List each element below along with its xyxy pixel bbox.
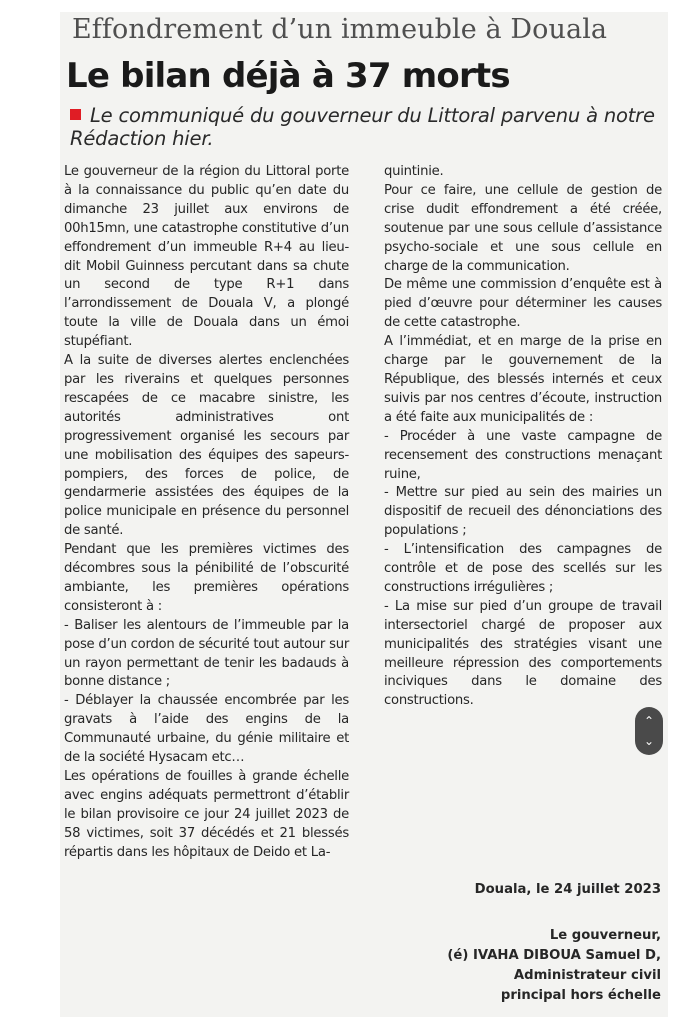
article-title: Le bilan déjà à 37 morts bbox=[66, 56, 510, 96]
article-right-column bbox=[384, 163, 662, 711]
signature-line: principal hors échelle bbox=[500, 988, 661, 1003]
paragraph: - Baliser les alentours de l’immeuble par la pose d’un cordon de sécurité tout autour sur un rayon permettant de tenir les badauds à bonne distance ; bbox=[64, 617, 349, 690]
paragraph: - L’intensification des campagnes de contrôle et de pose des scellés sur les constructions irrégulières ; bbox=[384, 542, 662, 595]
paragraph: quintinie. bbox=[384, 164, 444, 179]
signature-line: Le gouverneur, bbox=[549, 928, 661, 943]
article-subtitle-text: Le communiqué du gouverneur du Littoral parvenu à notre Rédaction hier. bbox=[70, 104, 655, 150]
paragraph: Pendant que les premières victimes des décombres sous la pénibilité de l’obscurité ambiante, les premières opérations consisteront à : bbox=[64, 542, 349, 614]
scroll-control[interactable] bbox=[635, 707, 663, 755]
paragraph: - Mettre sur pied au sein des mairies un dispositif de recueil des dénonciations des populations ; bbox=[384, 485, 662, 539]
chevron-down-icon[interactable]: ⌄ bbox=[643, 734, 655, 748]
signature-block bbox=[447, 926, 661, 1006]
article-subtitle bbox=[70, 104, 660, 150]
paragraph: Le gouverneur de la région du Littoral porte à la connaissance du public qu’en date du dimanche 23 juillet aux environs de 00h15mn, une catastrophe constitutive d’un effondrement d’un immeuble R+4 au lieu-dit Mobil Guinness percutant dans sa chute un second de type R+1 dans l’arrondissement de Douala V, a plongé toute la ville de Douala dans un émoi stupéfiant. bbox=[64, 164, 349, 350]
place-date: Douala, le 24 juillet 2023 bbox=[474, 882, 661, 897]
paragraph: - La mise sur pied d’un groupe de travail intersectoriel chargé de proposer aux municipalités des stratégies visant une meilleure répression des comportements inciviques dans le domaine des constructions. bbox=[384, 598, 662, 709]
paragraph: - Déblayer la chaussée encombrée par les gravats à l’aide des engins de la Communauté urbaine, du génie militaire et de la société Hysacam etc… bbox=[64, 693, 349, 766]
article-kicker: Effondrement d’un immeuble à Douala bbox=[72, 14, 608, 45]
signature-line: Administrateur civil bbox=[513, 968, 661, 983]
signature-line: (é) IVAHA DIBOUA Samuel D, bbox=[447, 948, 661, 963]
red-square-bullet-icon bbox=[70, 109, 81, 120]
chevron-up-icon[interactable]: ⌃ bbox=[643, 714, 655, 728]
paragraph: - Procéder à une vaste campagne de recensement des constructions menaçant ruine, bbox=[384, 428, 662, 482]
paragraph: Pour ce faire, une cellule de gestion de crise dudit effondrement a été créée, soutenue par une sous cellule d’assistance psycho-sociale et une sous cellule en charge de la communication. bbox=[384, 182, 662, 274]
article-left-column bbox=[64, 163, 349, 863]
paragraph: A l’immédiat, et en marge de la prise en charge par le gouvernement de la République, des blessés internés et ceux suivis par nos centres d’écoute, instruction a été faite aux municipalités de : bbox=[384, 334, 662, 425]
paragraph: Les opérations de fouilles à grande échelle avec engins adéquats permettront d’établir le bilan provisoire ce jour 24 juillet 2023 de 58 victimes, soit 37 décédés et 21 blessés répartis dans les hôpitaux de Deido et La- bbox=[64, 769, 349, 860]
paragraph: A la suite de diverses alertes enclenchées par les riverains et quelques personnes rescapées de ce macabre sinistre, les autorités administratives ont progressivement organisé les secours par une mobilisation des équipes des sapeurs-pompiers, des forces de police, de gendarmerie assistées des équipes de la police municipale en présence du personnel de santé. bbox=[64, 353, 349, 539]
paragraph: De même une commission d’enquête est à pied d’œuvre pour déterminer les causes de cette catastrophe. bbox=[384, 277, 662, 331]
